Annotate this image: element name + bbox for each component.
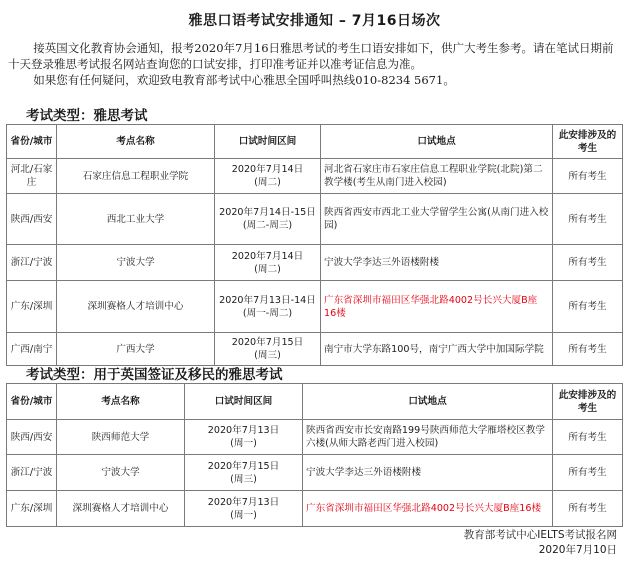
province-cell: 浙江/宁波 [7, 455, 57, 491]
candidates-cell: 所有考生 [553, 194, 623, 245]
weekday-text: (周三) [254, 350, 281, 361]
header-province: 省份/城市 [7, 125, 57, 159]
venue-cell: 石家庄信息工程职业学院 [57, 159, 215, 194]
weekday-text: (周二) [254, 263, 281, 275]
weekday-text: (周一-周二) [242, 307, 293, 319]
time-cell [215, 194, 321, 245]
table-row [7, 455, 623, 491]
candidates-cell: 所有考生 [553, 333, 623, 366]
weekday-text: (周二) [254, 177, 281, 188]
date-text: 2020年7月13日 [207, 425, 280, 436]
footer [464, 528, 617, 558]
header-venue: 考点名称 [57, 125, 215, 159]
time-cell [185, 420, 303, 455]
header-time: 口试时间区间 [185, 384, 303, 420]
table-header-row [7, 384, 623, 420]
date-text: 2020年7月14日 [231, 250, 304, 262]
weekday-text: (周三) [230, 473, 257, 485]
ukvi-schedule-table [6, 383, 623, 527]
province-cell: 广东/深圳 [7, 491, 57, 527]
weekday-text: (周一) [230, 509, 257, 521]
venue-cell: 宁波大学 [57, 245, 215, 281]
location-cell: 河北省石家庄市石家庄信息工程职业学院(北院)第二教学楼(考生从南门进入校园) [321, 159, 553, 194]
date-text: 2020年7月15日 [231, 337, 304, 348]
table-row [7, 333, 623, 366]
header-candidates: 此安排涉及的考生 [553, 384, 623, 420]
section1-heading: 考试类型：雅思考试 [26, 108, 148, 124]
table-row [7, 245, 623, 281]
header-location: 口试地点 [321, 125, 553, 159]
venue-cell: 广西大学 [57, 333, 215, 366]
candidates-cell: 所有考生 [553, 491, 623, 527]
table-header-row [7, 125, 623, 159]
time-cell [215, 159, 321, 194]
table-row [7, 194, 623, 245]
candidates-cell: 所有考生 [553, 159, 623, 194]
province-cell: 陕西/西安 [7, 194, 57, 245]
footer-org: 教育部考试中心IELTS考试报名网 [463, 529, 617, 541]
header-venue: 考点名称 [57, 384, 185, 420]
intro-text [8, 40, 622, 88]
location-cell: 宁波大学李达三外语楼附楼 [303, 455, 553, 491]
location-cell: 南宁市大学东路100号，南宁广西大学中加国际学院 [321, 333, 553, 366]
location-cell: 陕西省西安市长安南路199号陕西师范大学雁塔校区教学六楼(从师大路老西门进入校园) [303, 420, 553, 455]
province-cell: 浙江/宁波 [7, 245, 57, 281]
header-time: 口试时间区间 [215, 125, 321, 159]
ielts-schedule-table [6, 124, 623, 366]
time-cell [215, 281, 321, 333]
page-title: 雅思口语考试安排通知 – 7月16日场次 [188, 13, 441, 29]
date-text: 2020年7月13日 [207, 496, 280, 508]
weekday-text: (周二-周三) [242, 220, 293, 231]
section2-heading: 考试类型：用于英国签证及移民的雅思考试 [26, 367, 283, 383]
time-cell [215, 333, 321, 366]
province-cell: 陕西/西安 [7, 420, 57, 455]
venue-cell: 陕西师范大学 [57, 420, 185, 455]
time-cell [215, 245, 321, 281]
weekday-text: (周一) [230, 438, 257, 449]
table-row [7, 491, 623, 527]
header-province: 省份/城市 [7, 384, 57, 420]
table-row [7, 420, 623, 455]
location-cell: 广东省深圳市福田区华强北路4002号长兴大厦B座16楼 [303, 491, 553, 527]
table-row [7, 281, 623, 333]
venue-cell: 深圳赛格人才培训中心 [57, 491, 185, 527]
venue-cell: 宁波大学 [57, 455, 185, 491]
location-cell: 广东省深圳市福田区华强北路4002号长兴大厦B座16楼 [321, 281, 553, 333]
table-row [7, 159, 623, 194]
time-cell [185, 455, 303, 491]
footer-date: 2020年7月10日 [538, 544, 617, 556]
candidates-cell: 所有考生 [553, 420, 623, 455]
intro-paragraph-2: 如果您有任何疑问，欢迎致电教育部考试中心雅思全国呼叫热线010-8234 5671。 [33, 73, 455, 87]
date-text: 2020年7月14日-15日 [219, 207, 316, 218]
candidates-cell: 所有考生 [553, 281, 623, 333]
header-location: 口试地点 [303, 384, 553, 420]
time-cell [185, 491, 303, 527]
location-cell: 陕西省西安市西北工业大学留学生公寓(从南门进入校园) [321, 194, 553, 245]
province-cell: 广西/南宁 [7, 333, 57, 366]
date-text: 2020年7月14日 [231, 164, 304, 175]
candidates-cell: 所有考生 [553, 245, 623, 281]
candidates-cell: 所有考生 [553, 455, 623, 491]
date-text: 2020年7月13日-14日 [219, 294, 316, 306]
province-cell: 河北/石家庄 [7, 159, 57, 194]
venue-cell: 深圳赛格人才培训中心 [57, 281, 215, 333]
header-candidates: 此安排涉及的考生 [553, 125, 623, 159]
location-cell: 宁波大学李达三外语楼附楼 [321, 245, 553, 281]
venue-cell: 西北工业大学 [57, 194, 215, 245]
province-cell: 广东/深圳 [7, 281, 57, 333]
date-text: 2020年7月15日 [207, 460, 280, 472]
intro-paragraph-1: 接英国文化教育协会通知，报考2020年7月16日雅思考试的考生口语安排如下，供广大考生参考。请在笔试日期前十天登录雅思考试报名网站查询您的口试安排，打印准考证并以准考证信息为准。 [8, 41, 614, 71]
